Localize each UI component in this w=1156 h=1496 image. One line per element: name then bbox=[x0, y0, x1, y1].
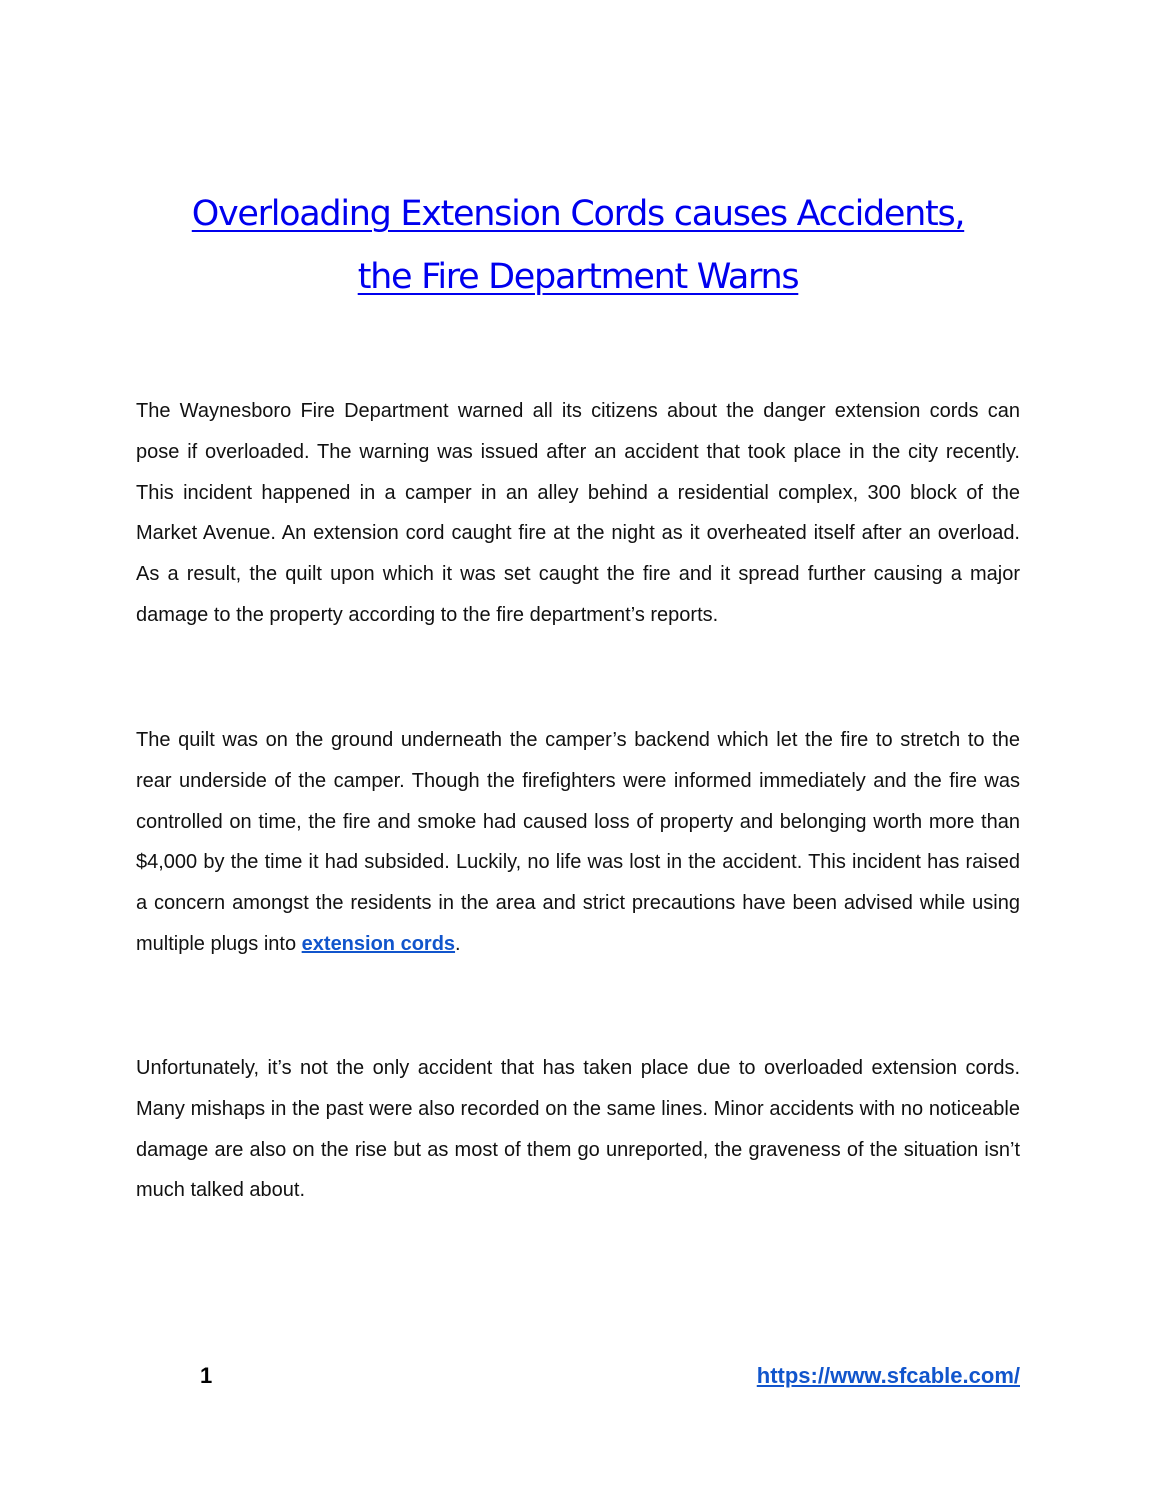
paragraph-3: Unfortunately, it’s not the only accident that has taken place due to overloaded extension cords. Many mishaps in the past were also recorded on the same lines. Minor accidents with no noticeable damage are also on the rise but as most of them go unreported, the graveness of the situation isn’t much talked about. bbox=[136, 1057, 1020, 1202]
title-link-line2[interactable]: the Fire Department Warns bbox=[357, 257, 799, 297]
footer-url-link[interactable]: https://www.sfcable.com/ bbox=[756, 1363, 1020, 1388]
paragraph-1: The Waynesboro Fire Department warned all its citizens about the danger extension cords can pose if overloaded. The warning was issued after an accident that took place in the city recently. This incident happened in a camper in an alley behind a residential complex, 300 block of the Market Avenue. An extension cord caught fire at the night as it overheated itself after an overload. As a result, the quilt upon which it was set caught the fire and it spread further causing a major damage to the property according to the fire department’s reports. bbox=[136, 400, 1020, 626]
page-number: 1 bbox=[200, 1363, 213, 1388]
extension-cords-link[interactable]: extension cords bbox=[301, 932, 456, 955]
link-suffix: . bbox=[455, 932, 461, 955]
paragraph-2 bbox=[136, 720, 1020, 965]
document-title bbox=[100, 183, 1056, 309]
title-link-line1[interactable]: Overloading Extension Cords causes Accidents, bbox=[191, 194, 965, 234]
paragraph-2-text: The quilt was on the ground underneath the camper’s backend which let the fire to stretch to the rear underside of the camper. Though the firefighters were informed immediately and the fire was controlled on time, the fire and smoke had caused loss of property and belonging worth more than $4,000 by the time it had subsided. Luckily, no life was lost in the accident. This incident has raised a concern amongst the residents in the area and strict precautions have been advised while using multiple plugs into bbox=[136, 729, 1020, 955]
